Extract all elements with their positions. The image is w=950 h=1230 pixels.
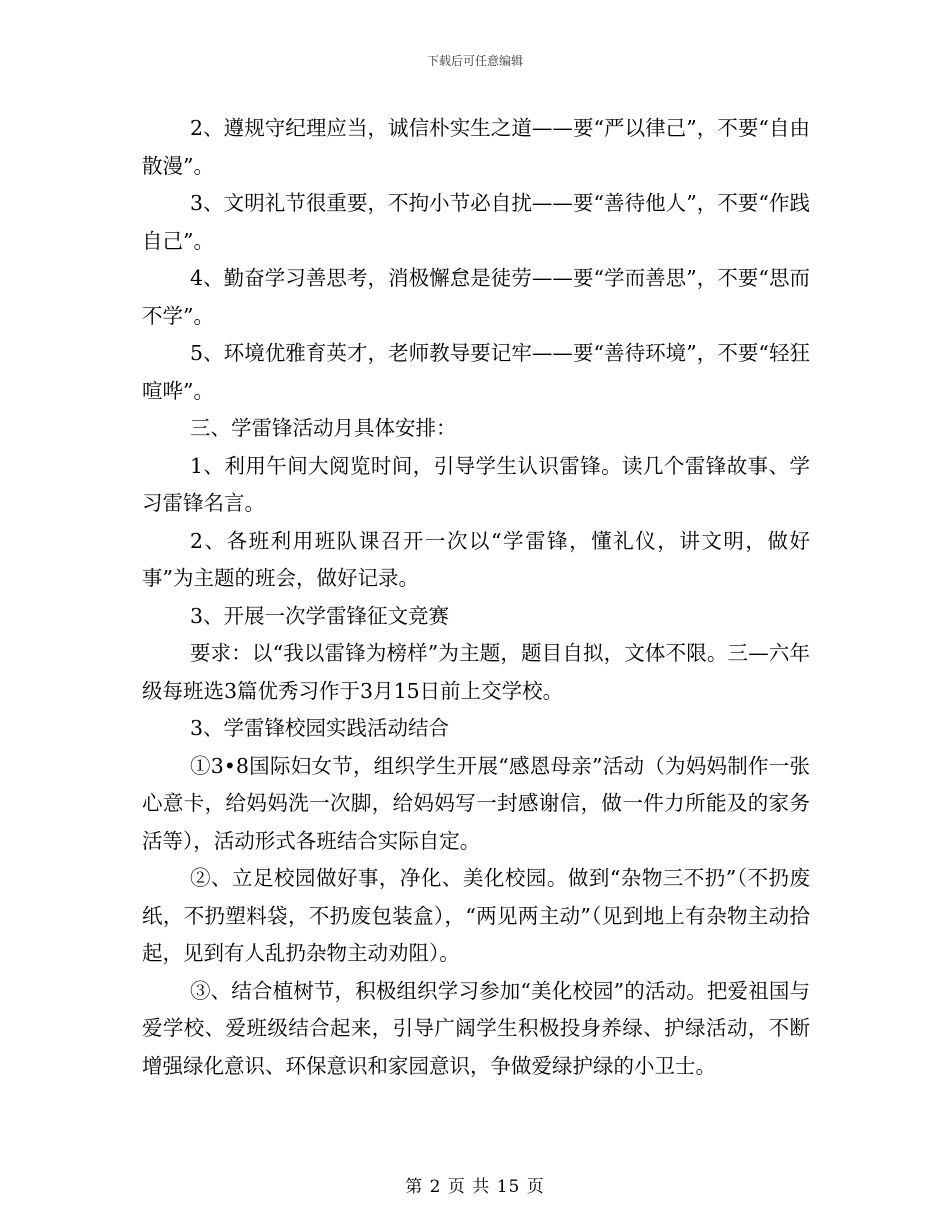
page-number: 第 2 页 共 15 页 <box>405 1177 545 1197</box>
paragraph-activity-1: ①3•8国际妇女节，组织学生开展“感恩母亲”活动（为妈妈制作一张心意卡，给妈妈洗一次脚，给妈妈写一封感谢信，做一件力所能及的家务活等），活动形式各班结合实际自定。 <box>142 753 810 853</box>
paragraph-activity-2: ②、立足校园做好事，净化、美化校园。做到“杂物三不扔”（不扔废纸，不扔塑料袋，不扔废包装盒），“两见两主动”（见到地上有杂物主动拾起，见到有人乱扔杂物主动劝阻）。 <box>142 866 810 965</box>
paragraph-rule-4: 4、勤奋学习善思考，消极懈怠是徒劳——要“学而善思”，不要“思而不学”。 <box>142 266 810 328</box>
paragraph-rule-5: 5、环境优雅育英才，老师教导要记牢——要“善待环境”，不要“轻狂喧哗”。 <box>142 341 810 403</box>
paragraph-rule-2: 2、遵规守纪理应当，诚信朴实生之道——要“严以律己”，不要“自由散漫”。 <box>142 116 810 178</box>
paragraph-item-3b: 3、学雷锋校园实践活动结合 <box>190 716 450 740</box>
paragraph-item-2: 2、各班利用班队课召开一次以“学雷锋，懂礼仪，讲文明，做好事”为主题的班会，做好记录。 <box>142 528 810 590</box>
paragraph-requirement: 要求：以“我以雷锋为榜样”为主题，题目自拟，文体不限。三—六年级每班选3篇优秀习作于3月15日前上交学校。 <box>142 641 810 703</box>
paragraph-rule-3: 3、文明礼节很重要，不拘小节必自扰——要“善待他人”，不要“作践自己”。 <box>142 191 810 253</box>
paragraph-item-3: 3、开展一次学雷锋征文竞赛 <box>190 603 450 628</box>
document-body <box>142 110 810 1085</box>
page-header: 下载后可任意编辑 <box>426 54 523 68</box>
section-heading-3: 三、学雷锋活动月具体安排： <box>190 416 457 440</box>
paragraph-activity-3: ③、结合植树节，积极组织学习参加“美化校园”的活动。把爱祖国与爱学校、爱班级结合起来，引导广阔学生积极投身养绿、护绿活动，不断增强绿化意识、环保意识和家园意识，争做爱绿护绿的小卫士。 <box>142 978 810 1078</box>
paragraph-item-1: 1、利用午间大阅览时间，引导学生认识雷锋。读几个雷锋故事、学习雷锋名言。 <box>142 453 810 515</box>
